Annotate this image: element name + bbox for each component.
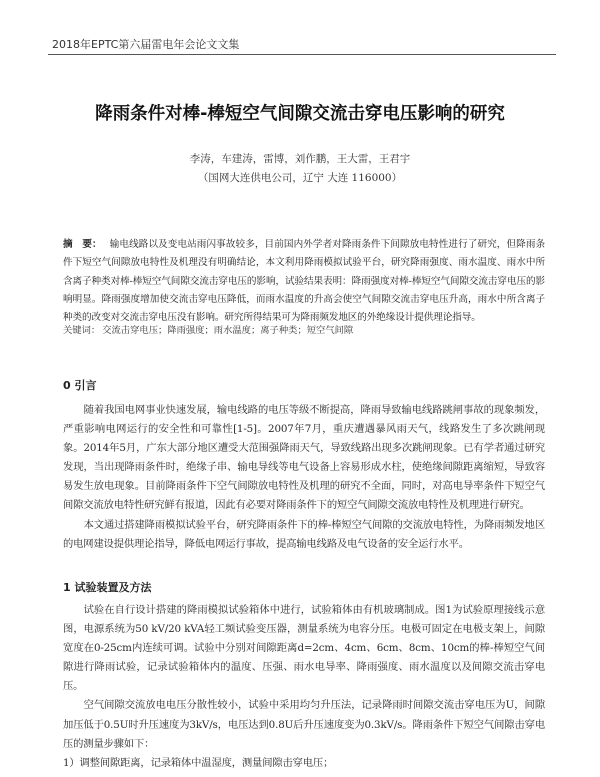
keywords <box>63 322 545 336</box>
section-body-introduction <box>63 401 545 554</box>
paragraph: 试验在自行设计搭建的降雨模拟试验箱体中进行，试验箱体由有机玻璃制成。图1为试验原理接线示意图，电源系统为50 kV/20 kVA轻工频试验变压器，测量系统为电容分压。电极可固定在电极支架上，间隙宽度在0-25cm内连续可调。试验中分别对间隙距离d=2cm、4cm、6cm、8cm、10cm的棒-棒短空气间隙进行降雨试验，记录试验箱体内的温度、压强、雨水电导率、降雨强度、雨水温度以及间隙交流击穿电压。 <box>63 604 545 693</box>
abstract-label: 摘 要： <box>63 239 102 250</box>
affiliation: （国网大连供电公司，辽宁 大连 116000） <box>197 172 403 184</box>
paragraph: 空气间隙交流放电电压分散性较小，试验中采用均匀升压法，记录降雨时间隙交流击穿电压为U，间隙加压低于0.5U时升压速度为3kV/s，电压达到0.8U后升压速度变为0.3kV/s。降雨条件下短空气间隙击穿电压的测量步骤如下： <box>63 699 545 750</box>
keywords-text: 交流击穿电压；降雨强度；雨水温度；离子种类；短空气间隙 <box>102 325 354 336</box>
header-rule <box>48 54 556 55</box>
keywords-label: 关键词： <box>63 325 101 336</box>
procedure-step: 1）调整间隙距离，记录箱体中温湿度，测量间隙击穿电压； <box>63 756 334 769</box>
running-header: 2018年EPTC第六届雷电年会论文文集 <box>52 38 240 51</box>
paragraph: 随着我国电网事业快速发展，输电线路的电压等级不断提高，降雨导致输电线路跳闸事故的现象频发，严重影响电网运行的安全性和可靠性[1-5]。2007年7月，重庆遭遇暴风雨天气，线路发生了多次跳闸现象。2014年5月，广东大部分地区遭受大范围强降雨天气，导致线路出现多次跳闸现象。已有学者通过研究发现，当出现降雨条件时，绝缘子串、输电导线等电气设备上容易形成水柱，使绝缘间隙距离缩短，导致容易发生放电现象。目前降雨条件下空气间隙放电特性及机理的研究不全面，同时，对高电导率条件下短空气间隙交流放电特性研究鲜有报道，因此有必要对降雨条件下的短空气间隙交流放电特性及机理进行研究。 <box>63 404 545 512</box>
abstract <box>63 236 545 327</box>
section-body-methods <box>63 601 545 773</box>
section-heading-methods: 1 试验装置及方法 <box>63 581 152 594</box>
paragraph: 本文通过搭建降雨模拟试验平台，研究降雨条件下的棒-棒短空气间隙的交流放电特性，为降雨频发地区的电网建设提供理论指导，降低电网运行事故，提高输电线路及电气设备的安全运行水平。 <box>63 518 545 550</box>
author-list: 李涛，车建涛，雷博，刘作鹏，王大雷，王君宇 <box>189 153 411 165</box>
paper-title: 降雨条件对棒-棒短空气间隙交流击穿电压影响的研究 <box>95 104 505 124</box>
section-heading-introduction: 0 引言 <box>63 379 97 392</box>
abstract-text: 输电线路以及变电站雨闪事故较多，目前国内外学者对降雨条件下间隙放电特性进行了研究，但降雨条件下短空气间隙放电特性及机理没有明确结论，本文利用降雨模拟试验平台，研究降雨强度、雨水温度、雨水中所含离子种类对棒-棒短空气间隙交流击穿电压的影响，试验结果表明：降雨强度对棒-棒短空气间隙交流击穿电压的影响明显。降雨强度增加使交流击穿电压降低，而雨水温度的升高会使空气间隙交流击穿电压升高，雨水中所含离子种类的改变对交流击穿电压没有影响。研究所得结果可为降雨频发地区的外绝缘设计提供理论指导。 <box>63 239 546 324</box>
